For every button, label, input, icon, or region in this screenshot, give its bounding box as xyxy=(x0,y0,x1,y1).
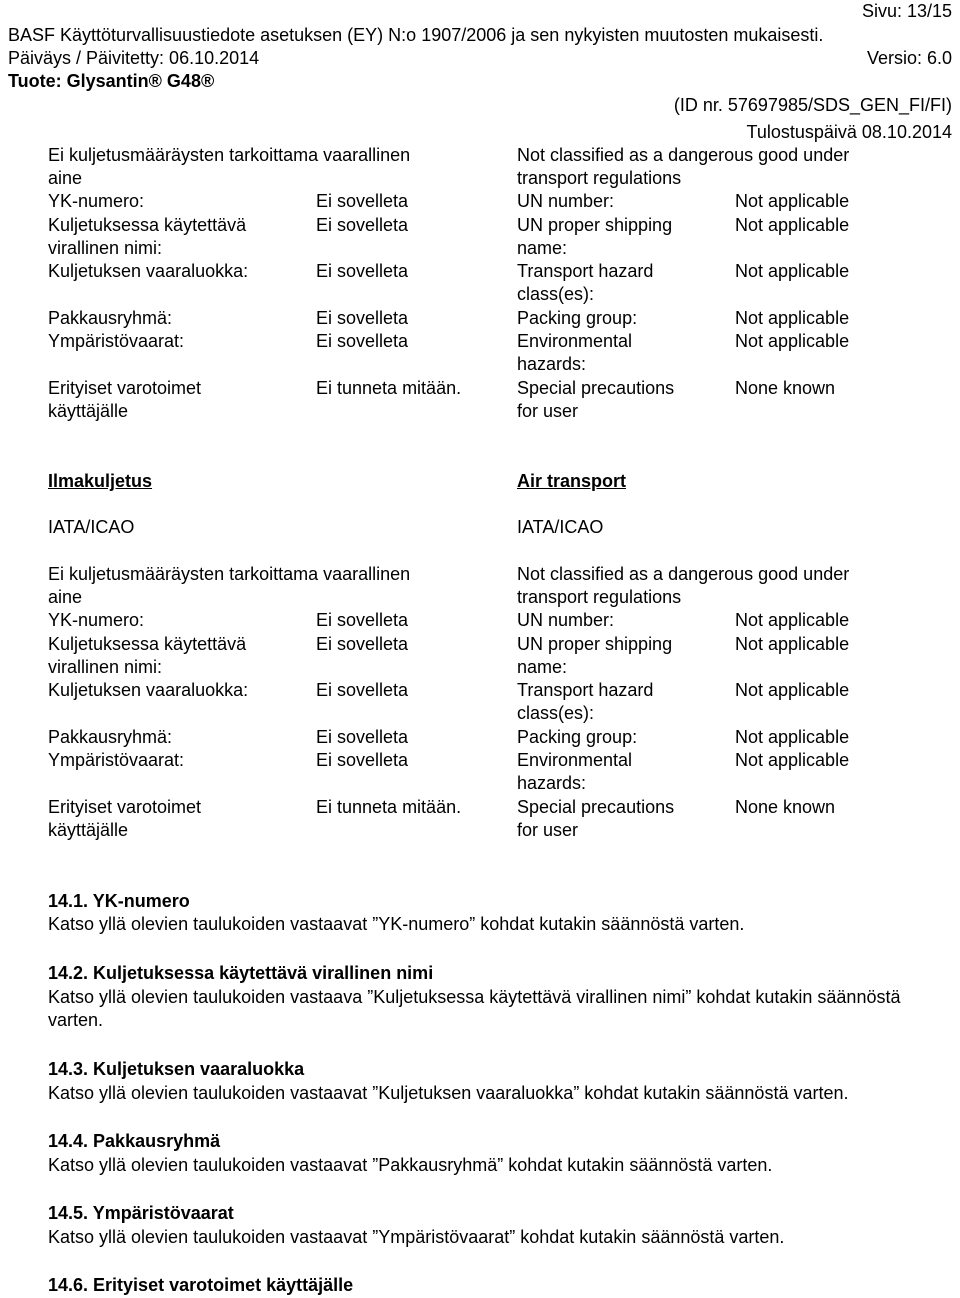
row-label-en: Packing group: xyxy=(517,727,638,747)
row-label-fi: Kuljetuksen vaaraluokka: xyxy=(48,680,249,700)
row-value-en: None known xyxy=(735,797,836,817)
row-value-en: Not applicable xyxy=(735,331,850,351)
row-label-en: Packing group: xyxy=(517,308,638,328)
air-not-dangerous-fi-line1: Ei kuljetusmääräysten tarkoittama vaarallinen xyxy=(48,564,411,584)
row-value-fi: Ei sovelleta xyxy=(316,727,409,747)
row-label-fi: Kuljetuksessa käytettävä xyxy=(48,215,247,235)
row-label-en: UN number: xyxy=(517,610,615,630)
air-not-dangerous-fi-line2: aine xyxy=(48,587,83,607)
row-label-fi: YK-numero: xyxy=(48,191,145,211)
section-14-6-title: 14.6. Erityiset varotoimet käyttäjälle xyxy=(48,1275,354,1295)
section-14-3-text: Katso yllä olevien taulukoiden vastaavat ”Kuljetuksen vaaraluokka” kohdat kutakin säännöstä varten. xyxy=(48,1083,849,1103)
row-label-en: Special precautions xyxy=(517,797,675,817)
section-14-5-text: Katso yllä olevien taulukoiden vastaavat ”Ympäristövaarat” kohdat kutakin säännöstä varten. xyxy=(48,1227,785,1247)
row-label-en: for user xyxy=(517,820,579,840)
section-14-1-title: 14.1. YK-numero xyxy=(48,891,190,911)
page-number: Sivu: 13/15 xyxy=(861,1,952,21)
row-label-fi: Kuljetuksessa käytettävä xyxy=(48,634,247,654)
row-label-en: class(es): xyxy=(517,284,595,304)
row-label-fi: Erityiset varotoimet xyxy=(48,797,202,817)
row-label-en: Transport hazard xyxy=(517,261,654,281)
row-value-fi: Ei sovelleta xyxy=(316,215,409,235)
air-code-en: IATA/ICAO xyxy=(517,517,604,537)
revision-date: Päiväys / Päivitetty: 06.10.2014 xyxy=(8,48,260,68)
print-date: Tulostuspäivä 08.10.2014 xyxy=(746,122,952,142)
row-value-fi: Ei sovelleta xyxy=(316,750,409,770)
row-value-fi: Ei tunneta mitään. xyxy=(316,378,462,398)
air-not-dangerous-en-line1: Not classified as a dangerous good under xyxy=(517,564,850,584)
section-14-2-text: Katso yllä olevien taulukoiden vastaava ”Kuljetuksessa käytettävä virallinen nimi” kohdat kutakin säännöstä varten. xyxy=(48,987,901,1030)
row-label-fi: käyttäjälle xyxy=(48,401,129,421)
row-value-fi: Ei sovelleta xyxy=(316,261,409,281)
row-value-en: Not applicable xyxy=(735,215,850,235)
section-14-1-text: Katso yllä olevien taulukoiden vastaavat ”YK-numero” kohdat kutakin säännöstä varten. xyxy=(48,914,745,934)
not-dangerous-fi-line1: Ei kuljetusmääräysten tarkoittama vaarallinen xyxy=(48,145,411,165)
row-value-en: Not applicable xyxy=(735,191,850,211)
row-label-en: UN proper shipping xyxy=(517,634,673,654)
row-label-fi: Erityiset varotoimet xyxy=(48,378,202,398)
row-value-fi: Ei sovelleta xyxy=(316,308,409,328)
row-value-en: Not applicable xyxy=(735,727,850,747)
row-label-en: UN proper shipping xyxy=(517,215,673,235)
row-value-en: Not applicable xyxy=(735,750,850,770)
version: Versio: 6.0 xyxy=(866,48,952,68)
row-value-en: Not applicable xyxy=(735,680,850,700)
section-14-4-text: Katso yllä olevien taulukoiden vastaavat ”Pakkausryhmä” kohdat kutakin säännöstä varten. xyxy=(48,1155,773,1175)
row-label-fi: Pakkausryhmä: xyxy=(48,308,173,328)
row-label-en: name: xyxy=(517,238,568,258)
air-not-dangerous-en-line2: transport regulations xyxy=(517,587,682,607)
row-value-fi: Ei sovelleta xyxy=(316,634,409,654)
section-14-5-title: 14.5. Ympäristövaarat xyxy=(48,1203,234,1223)
air-heading-fi: Ilmakuljetus xyxy=(48,471,153,491)
row-label-fi: virallinen nimi: xyxy=(48,238,163,258)
not-dangerous-en-line1: Not classified as a dangerous good under xyxy=(517,145,850,165)
not-dangerous-en-line2: transport regulations xyxy=(517,168,682,188)
row-label-fi: virallinen nimi: xyxy=(48,657,163,677)
not-dangerous-fi-line2: aine xyxy=(48,168,83,188)
row-label-en: Environmental xyxy=(517,331,633,351)
row-value-en: Not applicable xyxy=(735,261,850,281)
row-value-en: Not applicable xyxy=(735,634,850,654)
row-value-fi: Ei sovelleta xyxy=(316,610,409,630)
row-label-en: for user xyxy=(517,401,579,421)
row-value-fi: Ei sovelleta xyxy=(316,191,409,211)
row-value-fi: Ei sovelleta xyxy=(316,680,409,700)
row-label-en: Transport hazard xyxy=(517,680,654,700)
row-label-en: hazards: xyxy=(517,354,587,374)
row-label-en: Environmental xyxy=(517,750,633,770)
section-14-3-title: 14.3. Kuljetuksen vaaraluokka xyxy=(48,1059,305,1079)
row-label-en: UN number: xyxy=(517,191,615,211)
section-14-2-title: 14.2. Kuljetuksessa käytettävä virallinen nimi xyxy=(48,963,434,983)
row-label-fi: Pakkausryhmä: xyxy=(48,727,173,747)
row-label-en: class(es): xyxy=(517,703,595,723)
row-value-en: Not applicable xyxy=(735,610,850,630)
row-value-fi: Ei tunneta mitään. xyxy=(316,797,462,817)
row-label-en: Special precautions xyxy=(517,378,675,398)
row-label-en: name: xyxy=(517,657,568,677)
product-name: Tuote: Glysantin® G48® xyxy=(8,71,215,91)
air-code-fi: IATA/ICAO xyxy=(48,517,135,537)
row-label-fi: Ympäristövaarat: xyxy=(48,331,185,351)
row-label-fi: YK-numero: xyxy=(48,610,145,630)
row-label-fi: Kuljetuksen vaaraluokka: xyxy=(48,261,249,281)
document-id: (ID nr. 57697985/SDS_GEN_FI/FI) xyxy=(673,95,952,115)
row-value-en: None known xyxy=(735,378,836,398)
section-14-4-title: 14.4. Pakkausryhmä xyxy=(48,1131,221,1151)
row-label-fi: käyttäjälle xyxy=(48,820,129,840)
regulation-line: BASF Käyttöturvallisuustiedote asetuksen (EY) N:o 1907/2006 ja sen nykyisten muutosten mukaisesti. xyxy=(8,25,824,45)
row-label-en: hazards: xyxy=(517,773,587,793)
row-label-fi: Ympäristövaarat: xyxy=(48,750,185,770)
row-value-en: Not applicable xyxy=(735,308,850,328)
air-heading-en: Air transport xyxy=(517,471,627,491)
row-value-fi: Ei sovelleta xyxy=(316,331,409,351)
